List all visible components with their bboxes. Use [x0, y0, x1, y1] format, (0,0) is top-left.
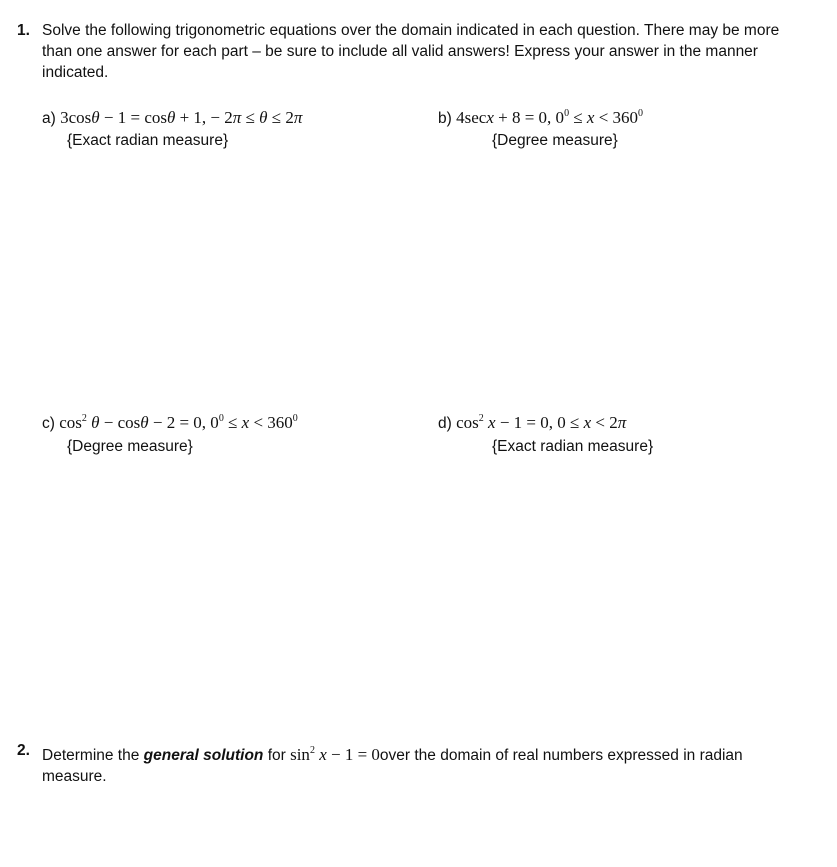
part-d-label: d)	[438, 415, 452, 432]
part-c-measure: {Degree measure}	[67, 438, 193, 455]
part-b-equation	[438, 108, 643, 128]
question-2-text-middle: for	[263, 747, 291, 764]
question-1-text: Solve the following trigonometric equations over the domain indicated in each question. There may be more than one answer for each part – be sure to include all valid answers! Express your answer in the manner indicated.	[42, 22, 780, 81]
question-1-number: 1.	[17, 22, 30, 39]
part-c-math: $\cos^2 \theta - \cos\theta - 2 = 0$, $0^0 \le x < 360^0$	[59, 413, 298, 432]
part-a-math: 3cosθ − 1 = cosθ + 1, − 2π ≤ θ ≤ 2π	[60, 108, 303, 127]
part-b-measure: {Degree measure}	[492, 132, 618, 149]
part-a-label: a)	[42, 110, 56, 127]
question-2-emphasis: general solution	[143, 747, 264, 764]
part-d-measure: {Exact radian measure}	[492, 438, 654, 455]
part-b-math: 4secx + 8 = 0, $0^0 \le x < 360^0$	[456, 108, 644, 127]
part-d-equation	[438, 413, 626, 433]
question-2-text-after: over the domain of real numbers expressed in radian measure.	[42, 747, 743, 785]
part-c-equation	[42, 413, 298, 433]
question-2-number: 2.	[17, 742, 30, 759]
part-a-equation	[42, 108, 302, 128]
question-2-text	[42, 740, 802, 787]
part-d-math: $\cos^2 x - 1 = 0$, 0 ≤ x < 2π	[456, 413, 627, 432]
question-2-text-before: Determine the	[42, 747, 144, 764]
part-a-measure: {Exact radian measure}	[67, 132, 229, 149]
part-c-label: c)	[42, 415, 55, 432]
part-b-label: b)	[438, 110, 452, 127]
question-2-math: $\sin^2 x - 1 = 0$	[290, 745, 380, 764]
